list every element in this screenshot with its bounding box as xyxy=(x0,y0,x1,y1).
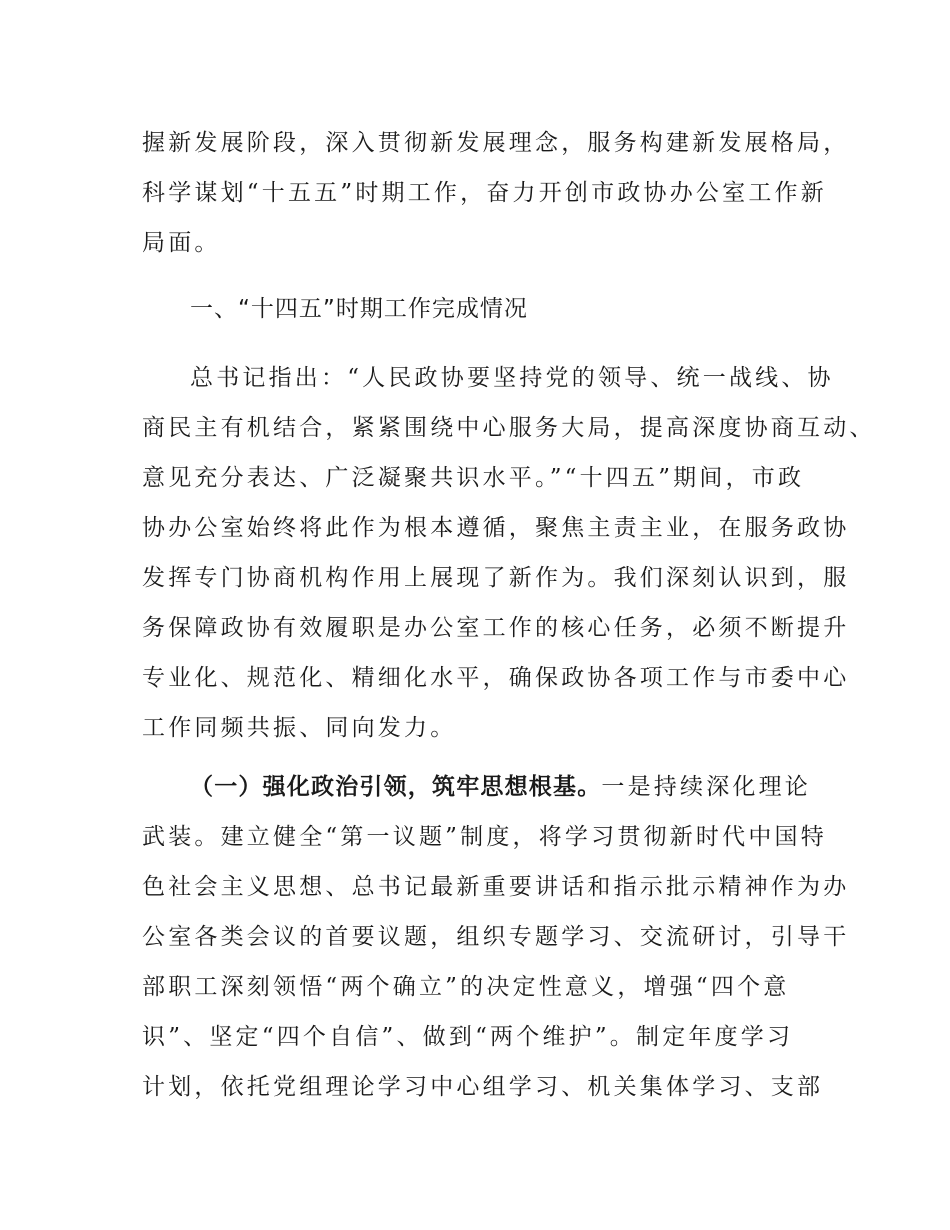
paragraph-1-line-6: 务保障政协有效履职是办公室工作的核心任务，必须不断提升 xyxy=(142,615,850,641)
paragraph-1-line-8: 工作同频共振、同向发力。 xyxy=(142,715,457,741)
paragraph-1-line-4: 协办公室始终将此作为根本遵循，聚焦主责主业，在服务政协 xyxy=(142,515,850,541)
paragraph-2-line-7: 计划，依托党组理论学习中心组学习、机关集体学习、支部 xyxy=(142,1074,824,1100)
paragraph-2-line-1 xyxy=(190,772,811,802)
intro-line-1: 握新发展阶段，深入贯彻新发展理念，服务构建新发展格局， xyxy=(142,130,850,156)
paragraph-1-line-3: 意见充分表达、广泛凝聚共识水平。”“十四五”期间，市政 xyxy=(142,465,805,491)
paragraph-1-line-5: 发挥专门协商机构作用上展现了新作为。我们深刻认识到，服 xyxy=(142,565,850,591)
intro-line-2: 科学谋划“十五五”时期工作，奋力开创市政协办公室工作新 xyxy=(142,180,827,206)
intro-line-3: 局面。 xyxy=(142,230,221,256)
paragraph-2-line-4: 公室各类会议的首要议题，组织专题学习、交流研讨，引导干 xyxy=(142,924,850,950)
paragraph-2-line-5: 部职工深刻领悟“两个确立”的决定性意义，增强“四个意 xyxy=(142,974,790,1000)
paragraph-2-line-6: 识”、坚定“四个自信”、做到“两个维护”。制定年度学习 xyxy=(142,1024,794,1050)
paragraph-1-line-1: 总书记指出：“人民政协要坚持党的领导、统一战线、协 xyxy=(190,365,834,391)
section-heading: 一、“十四五”时期工作完成情况 xyxy=(190,296,528,322)
subsection-heading: （一）强化政治引领，筑牢思想根基。 xyxy=(190,774,602,800)
paragraph-2-first-line-rest: 一是持续深化理论 xyxy=(601,774,812,800)
paragraph-2-line-3: 色社会主义思想、总书记最新重要讲话和指示批示精神作为办 xyxy=(142,874,850,900)
paragraph-1-line-7: 专业化、规范化、精细化水平，确保政协各项工作与市委中心 xyxy=(142,665,850,691)
paragraph-1-line-2: 商民主有机结合，紧紧围绕中心服务大局，提高深度协商互动、 xyxy=(142,415,876,441)
paragraph-2-line-2: 武装。建立健全“第一议题”制度，将学习贯彻新时代中国特 xyxy=(142,824,827,850)
